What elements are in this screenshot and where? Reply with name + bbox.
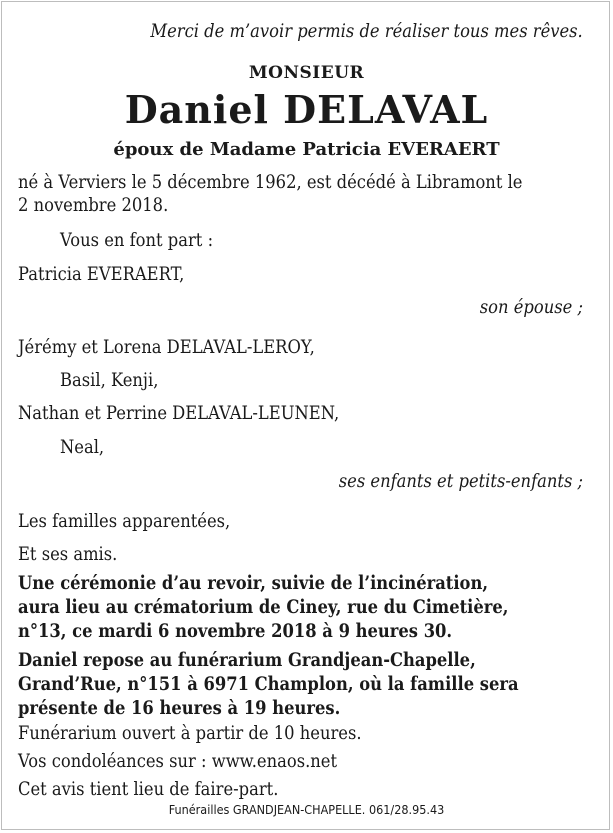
friends-line: Et ses amis. — [18, 543, 118, 565]
motto: Merci de m’avoir permis de réaliser tous mes rêves. — [150, 20, 583, 42]
ceremony-line-3: n°13, ce mardi 6 novembre 2018 à 9 heures 30. — [18, 620, 453, 642]
announce-line: Vous en font part : — [60, 229, 214, 251]
relatives-line: Les familles apparentées, — [18, 510, 231, 532]
family-child-1: Jérémy et Lorena DELAVAL-LEROY, — [18, 336, 315, 358]
viewing-line-3: présente de 16 heures à 19 heures. — [18, 697, 341, 719]
ceremony-line-1: Une cérémonie d’au revoir, suivie de l’incinération, — [18, 572, 489, 594]
deceased-name: Daniel DELAVAL — [124, 87, 489, 132]
spouse-role: son épouse ; — [479, 296, 583, 318]
condolences-line: Vos condoléances sur : www.enaos.net — [18, 750, 338, 772]
family-spouse: Patricia EVERAERT, — [18, 263, 185, 285]
title-prefix: MONSIEUR — [248, 63, 365, 83]
viewing-line-1: Daniel repose au funérarium Grandjean-Chapelle, — [18, 649, 476, 671]
ceremony-line-2: aura lieu au crématorium de Ciney, rue du Cimetière, — [18, 596, 509, 618]
closing-line: Cet avis tient lieu de faire-part. — [18, 778, 279, 800]
family-grandchildren-2: Neal, — [60, 436, 105, 458]
funeral-home-footer: Funérailles GRANDJEAN-CHAPELLE. 061/28.95.43 — [168, 802, 445, 817]
children-role: ses enfants et petits-enfants ; — [338, 470, 583, 492]
opening-hours: Funérarium ouvert à partir de 10 heures. — [18, 722, 362, 744]
birth-death-line-2: 2 novembre 2018. — [18, 194, 169, 216]
family-child-2: Nathan et Perrine DELAVAL-LEUNEN, — [18, 402, 340, 424]
viewing-line-2: Grand’Rue, n°151 à 6971 Champlon, où la famille sera — [18, 673, 519, 695]
family-grandchildren-1: Basil, Kenji, — [60, 369, 159, 391]
spouse-line: époux de Madame Patricia EVERAERT — [113, 139, 500, 160]
birth-death-line-1: né à Verviers le 5 décembre 1962, est décédé à Libramont le — [18, 171, 523, 193]
